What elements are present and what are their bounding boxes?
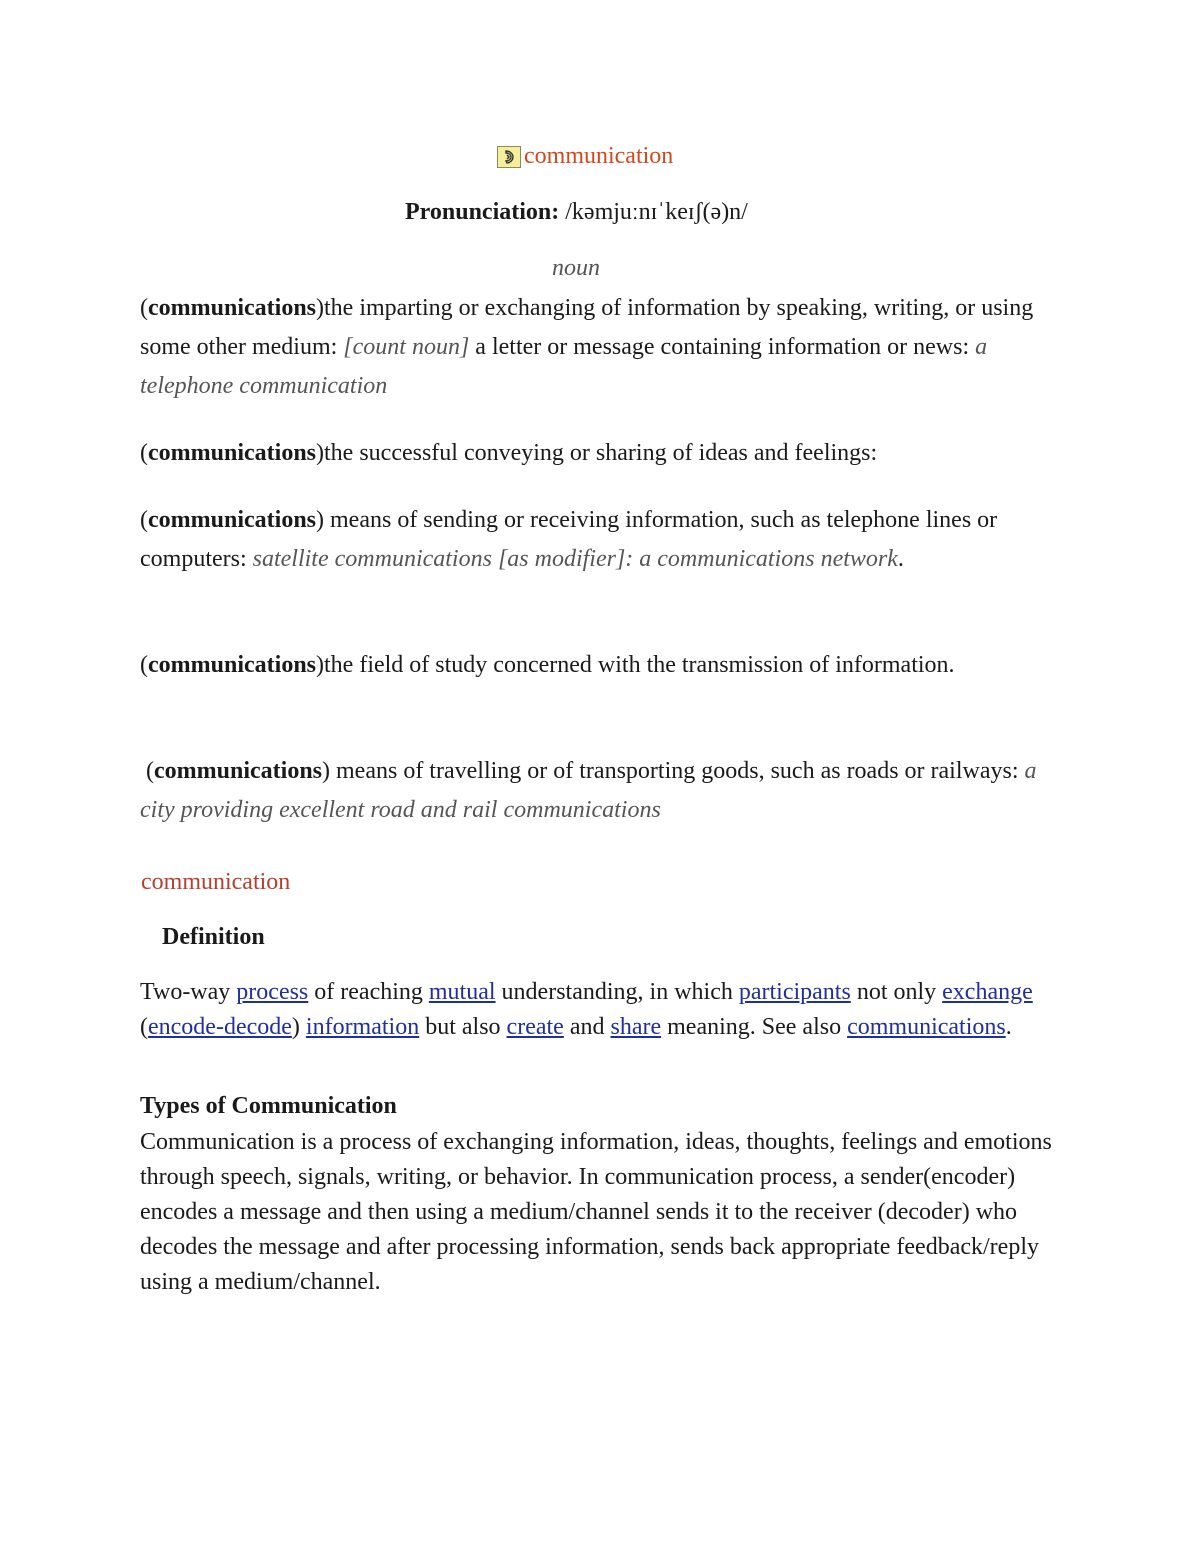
sense-4	[140, 646, 1060, 685]
def-text: not only	[850, 979, 943, 1005]
types-text: Communication is a process of exchanging information, ideas, thoughts, feelings and emotions through speech, signals, writing, or behavior. In communication process, a sender(encoder) encodes a message and then using a medium/channel sends it to the receiver (decoder) who decodes the message and after processing information, sends back appropriate feedback/reply using a medium/channel.	[140, 1129, 1052, 1295]
paren-open: (	[140, 507, 148, 533]
link-exchange[interactable]: exchange	[942, 979, 1033, 1005]
sense-end: .	[897, 546, 904, 572]
sense-text-2: a letter or message containing information or news:	[469, 334, 976, 360]
pronunciation-label: Pronunciation:	[405, 199, 560, 225]
paren-open: (	[140, 758, 154, 784]
types-heading: Types of Communication	[140, 1093, 397, 1119]
pronunciation-line	[405, 199, 748, 226]
sense-text: the imparting or exchanging of information by speaking, writing, or using some other medium:	[140, 295, 1034, 360]
def-text: meaning. See also	[661, 1014, 848, 1040]
sense-term: communications	[148, 507, 316, 533]
grammar-label: [count noun]	[343, 334, 470, 360]
paren-close: )	[316, 652, 324, 678]
link-process[interactable]: process	[236, 979, 309, 1005]
sense-term: communications	[148, 440, 316, 466]
definition-text	[140, 975, 1070, 1045]
paren-close: )	[316, 295, 324, 321]
definition-heading: Definition	[162, 924, 265, 950]
def-text: Two-way	[140, 979, 237, 1005]
sense-1	[140, 289, 1060, 406]
sense-term: communications	[148, 295, 316, 321]
sense-term: communications	[148, 652, 316, 678]
sense-text: means of sending or receiving information, such as telephone lines or computers:	[140, 507, 998, 572]
sense-5	[140, 752, 1060, 830]
sense-example: a telephone communication	[140, 334, 988, 399]
sense-2	[140, 434, 1060, 473]
link-create[interactable]: create	[506, 1014, 564, 1040]
def-text: of reaching	[308, 979, 429, 1005]
second-entry-title: communication	[141, 869, 291, 895]
head-word-row	[497, 143, 673, 170]
paren-open: (	[140, 440, 148, 466]
link-mutual[interactable]: mutual	[428, 979, 496, 1005]
sense-3	[140, 501, 1060, 579]
link-share[interactable]: share	[610, 1014, 662, 1040]
pronunciation: /kəmjuːnɪˈkeɪʃ(ə)n/	[565, 199, 748, 225]
link-encode-decode[interactable]: encode-decode	[148, 1014, 292, 1040]
paren-close: )	[322, 758, 330, 784]
paren-close: )	[316, 507, 324, 533]
sense-text: the field of study concerned with the transmission of information.	[324, 652, 955, 678]
part-of-speech: noun	[552, 255, 600, 281]
paren-open: (	[140, 652, 148, 678]
def-text: but also	[419, 1014, 507, 1040]
paren-open: (	[140, 295, 148, 321]
paren-close: )	[316, 440, 324, 466]
sense-text: means of travelling or of transporting goods, such as roads or railways:	[330, 758, 1025, 784]
link-participants[interactable]: participants	[738, 979, 851, 1005]
def-text: .	[1005, 1014, 1012, 1040]
link-information[interactable]: information	[305, 1014, 420, 1040]
link-communications[interactable]: communications	[847, 1014, 1006, 1040]
sense-text: the successful conveying or sharing of ideas and feelings:	[324, 440, 878, 466]
def-text: (	[140, 1014, 148, 1040]
speaker-icon[interactable]	[497, 146, 521, 168]
def-text: understanding, in which	[495, 979, 739, 1005]
sense-term: communications	[154, 758, 322, 784]
def-text: and	[563, 1014, 611, 1040]
sense-example: satellite communications [as modifier]: a communications network	[252, 546, 898, 572]
def-text: )	[291, 1014, 306, 1040]
headword: communication	[524, 143, 674, 169]
sense-example: a city providing excellent road and rail communications	[140, 758, 1043, 823]
